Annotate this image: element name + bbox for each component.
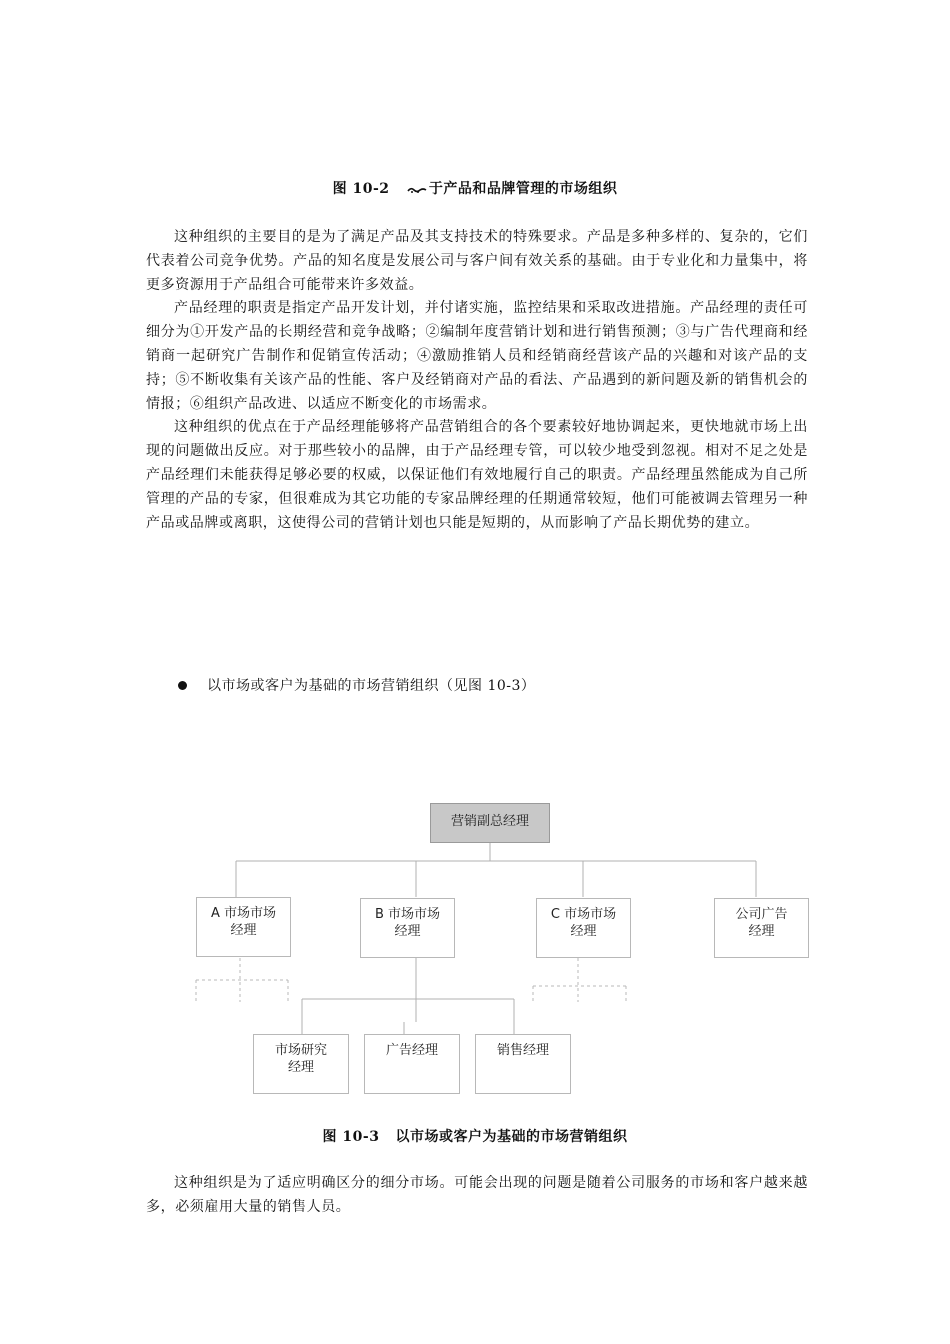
figure-caption-10-3 bbox=[0, 1126, 950, 1146]
org-node-label: A 市场市场 经理 bbox=[210, 906, 277, 938]
org-node-label: 销售经理 bbox=[496, 1043, 549, 1058]
figure-number: 图 10-3 bbox=[322, 1129, 380, 1145]
org-node-label: 市场研究 经理 bbox=[274, 1043, 327, 1075]
org-node-sales bbox=[475, 1034, 571, 1094]
org-node-advertising bbox=[364, 1034, 460, 1094]
org-node-label: 广告经理 bbox=[385, 1043, 438, 1058]
org-node-market-a bbox=[196, 897, 291, 957]
org-node-market-research bbox=[253, 1034, 349, 1094]
figure-number: 图 10-2 bbox=[332, 181, 390, 197]
org-node-market-c bbox=[536, 898, 631, 958]
bullet-text: 以市场或客户为基础的市场营销组织（见图 10-3） bbox=[207, 678, 536, 694]
org-node-market-b bbox=[360, 898, 455, 958]
org-node-label: 营销副总经理 bbox=[450, 814, 529, 829]
body-section-2 bbox=[146, 1172, 808, 1220]
org-node-label: B 市场市场 经理 bbox=[374, 907, 441, 939]
paragraph: 产品经理的职责是指定产品开发计划，并付诸实施，监控结果和采取改进措施。产品经理的责任可细分为①开发产品的长期经营和竞争战略；②编制年度营销计划和进行销售预测；③与广告代理商和经销商一起研究广告制作和促销宣传活动；④激励推销人员和经销商经营该产品的兴趣和对该产品的支持；⑤不断收集有关该产品的性能、客户及经销商对产品的看法、产品遇到的新问题及新的销售机会的情报；⑥组织产品改进、以适应不断变化的市场需求。 bbox=[146, 300, 808, 412]
paragraph: 这种组织的主要目的是为了满足产品及其支持技术的特殊要求。产品是多种多样的、复杂的，它们代表着公司竞争优势。产品的知名度是发展公司与客户间有效关系的基础。由于专业化和力量集中，将更多资源用于产品组合可能带来许多效益。 bbox=[146, 229, 808, 293]
org-node-corporate-ads bbox=[714, 898, 809, 958]
paragraph: 这种组织的优点在于产品经理能够将产品营销组合的各个要素较好地协调起来，更快地就市场上出现的问题做出反应。对于那些较小的品牌，由于产品经理专管，可以较少地受到忽视。相对不足之处是产品经理们未能获得足够必要的权威，以保证他们有效地履行自己的职责。产品经理虽然能成为自己所管理的产品的专家，但很难成为其它功能的专家品牌经理的任期通常较短，他们可能被调去管理另一种产品或品牌或离职，这使得公司的营销计划也只能是短期的，从而影响了产品长期优势的建立。 bbox=[146, 419, 808, 531]
org-node-label: 公司广告 经理 bbox=[735, 907, 788, 939]
figure-title: 于产品和品牌管理的市场组织 bbox=[428, 181, 618, 197]
paragraph: 这种组织是为了适应明确区分的细分市场。可能会出现的问题是随着公司服务的市场和客户越来越多，必须雇用大量的销售人员。 bbox=[146, 1175, 808, 1215]
org-node-vp-marketing bbox=[430, 803, 550, 843]
org-node-label: C 市场市场 经理 bbox=[550, 907, 617, 939]
figure-title: 以市场或客户为基础的市场营销组织 bbox=[395, 1129, 628, 1145]
